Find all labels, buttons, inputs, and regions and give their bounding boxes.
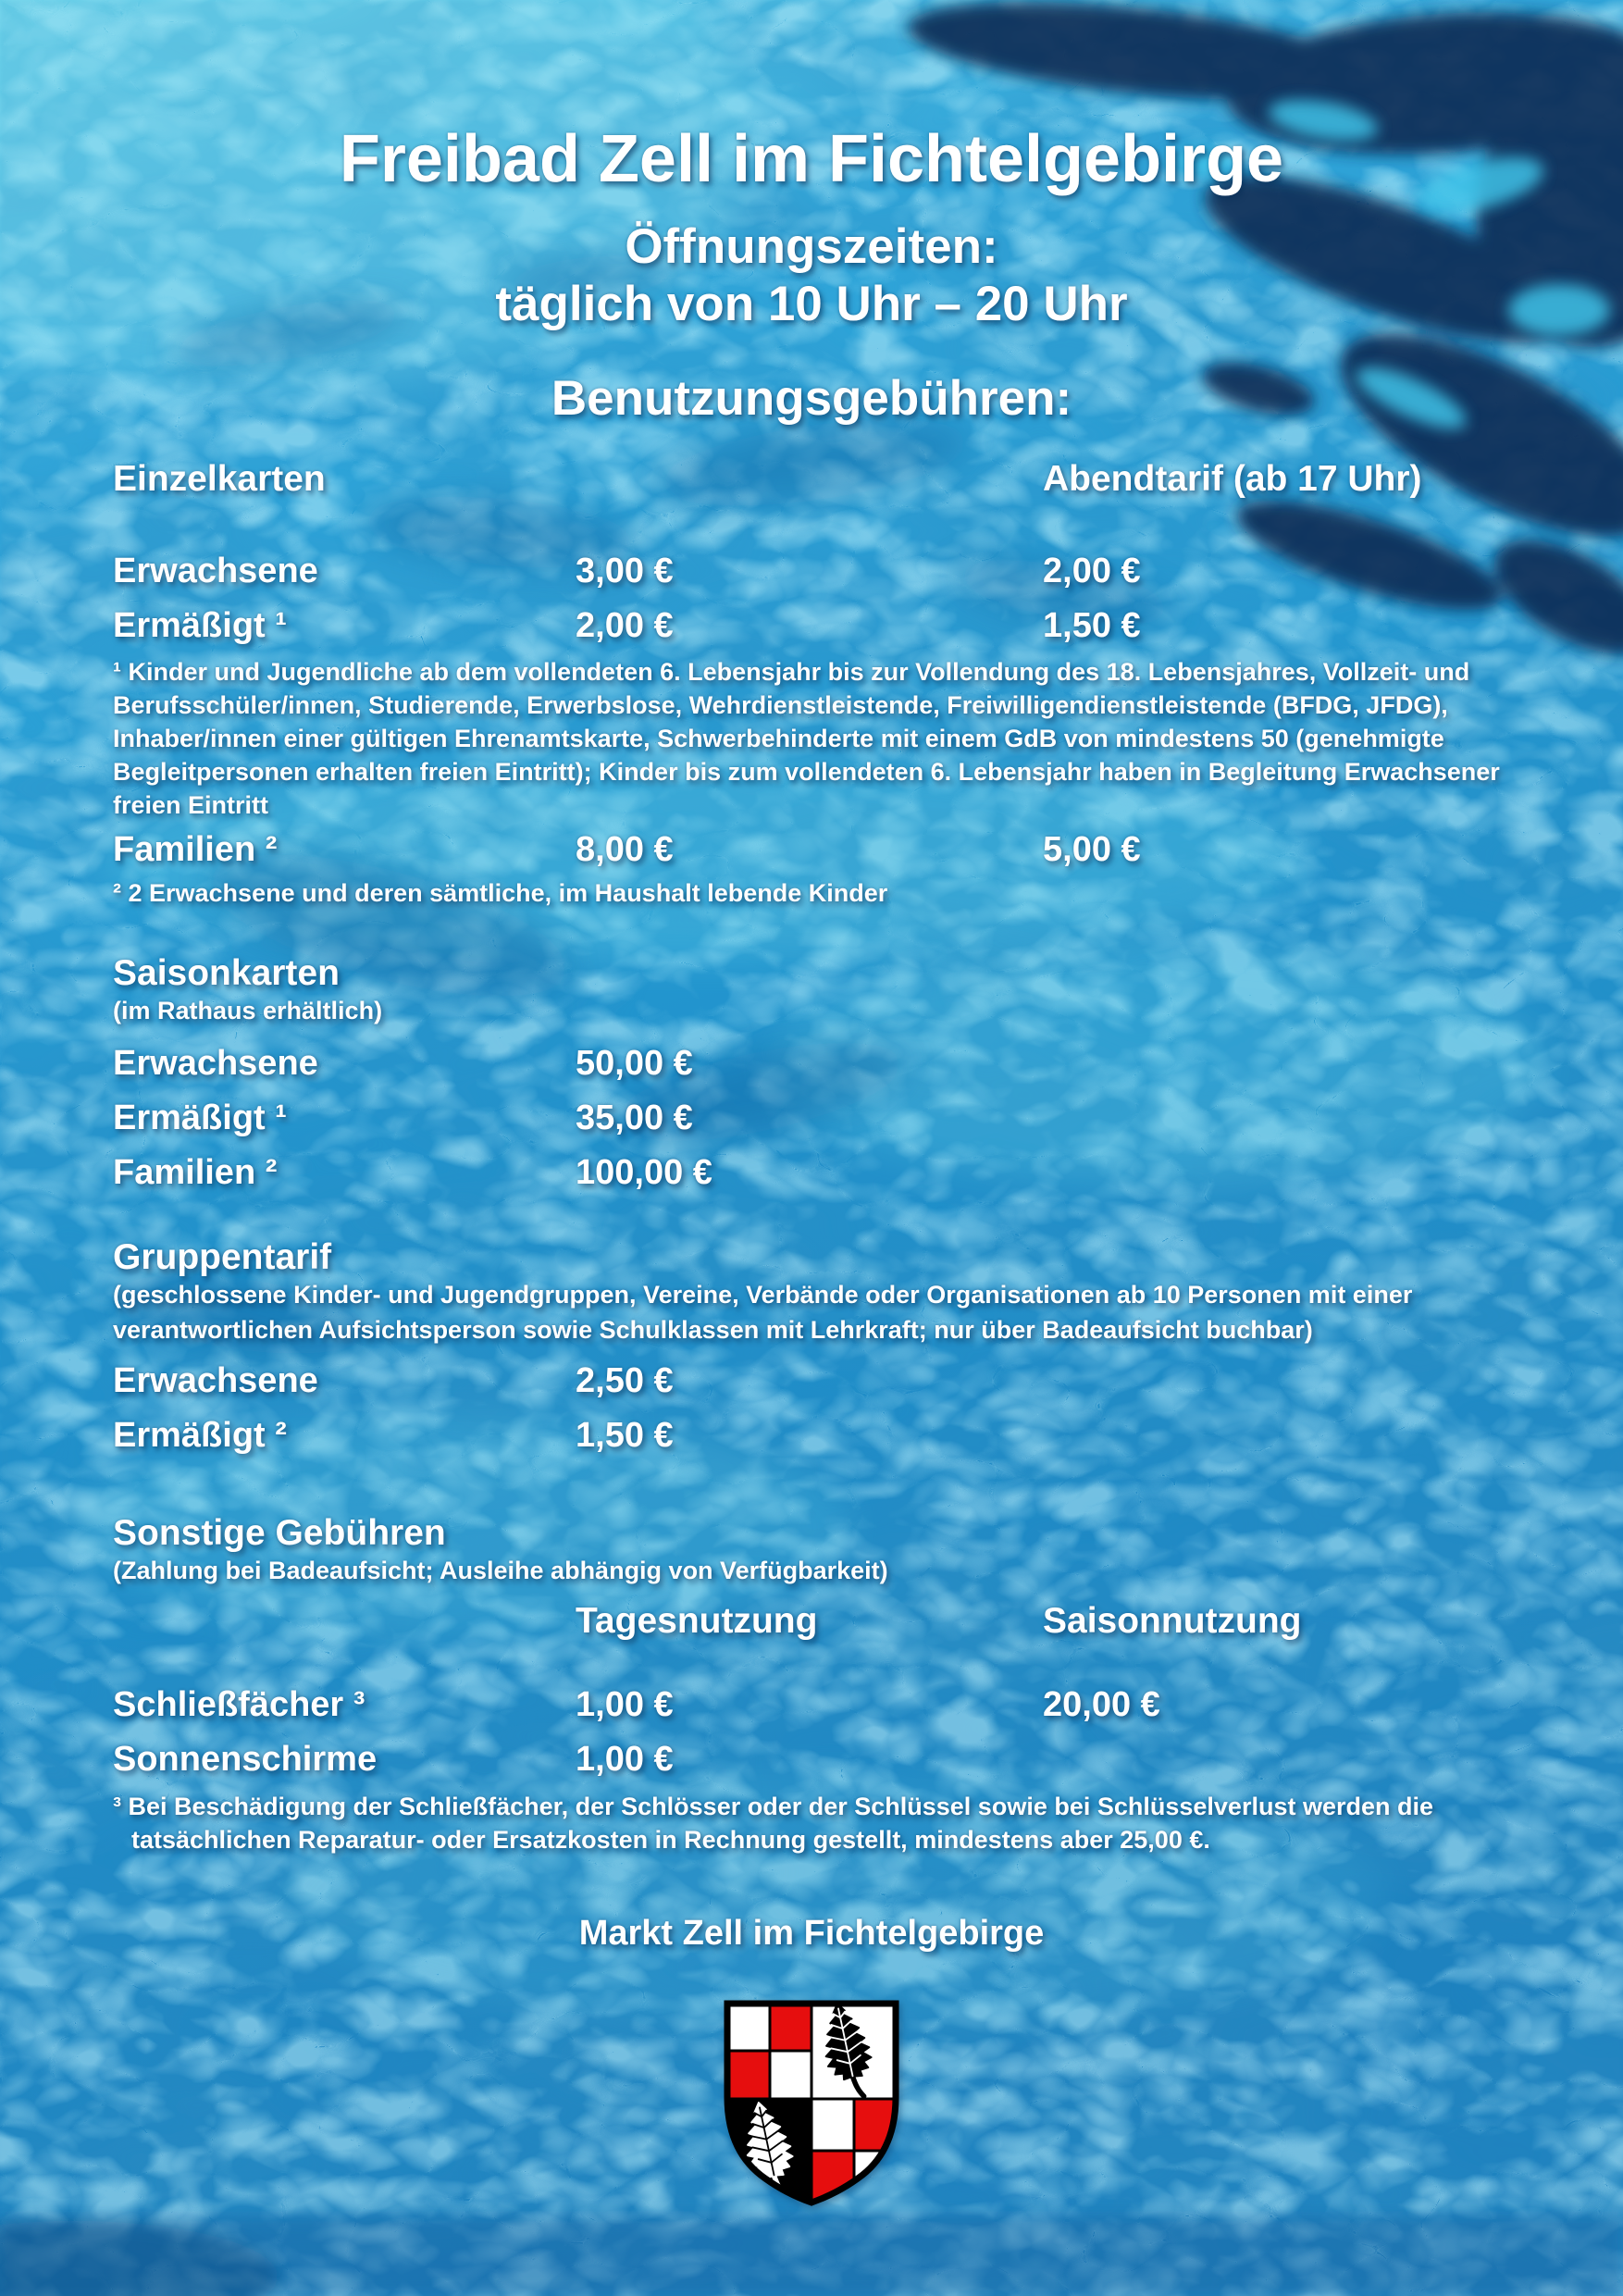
- fee-row-parasols: [0, 1737, 1623, 1792]
- fee-row-season-adults: [0, 1041, 1623, 1096]
- fee-price-season: 20,00 €: [1043, 1685, 1160, 1724]
- fee-label: Ermäßigt ¹: [113, 606, 287, 645]
- fee-row-lockers: [0, 1682, 1623, 1737]
- season-tickets-subheading: (im Rathaus erhältlich): [113, 997, 383, 1024]
- season-tickets-header-row: [0, 954, 1623, 993]
- season-tickets-heading: Saisonkarten: [113, 953, 340, 993]
- group-rate-header-row: [0, 1238, 1623, 1277]
- fee-row-season-family: [0, 1150, 1623, 1205]
- page-title: Freibad Zell im Fichtelgebirge: [339, 122, 1284, 196]
- fee-label: Ermäßigt ¹: [113, 1098, 287, 1137]
- footnote-family-definition: ² 2 Erwachsene und deren sämtliche, im Haushalt lebende Kinder: [113, 879, 888, 907]
- fee-label: Erwachsene: [113, 552, 318, 590]
- group-rate-heading: Gruppentarif: [113, 1237, 332, 1277]
- fee-row-single-family: [0, 827, 1623, 882]
- fee-label: Ermäßigt ²: [113, 1416, 287, 1455]
- fee-label: Sonnenschirme: [113, 1740, 378, 1779]
- column-header-day-use: Tagesnutzung: [576, 1601, 818, 1641]
- fee-price: 50,00 €: [576, 1044, 693, 1083]
- fee-price-evening: 1,50 €: [1043, 606, 1141, 645]
- fee-row-group-reduced: [0, 1413, 1623, 1468]
- municipality-name: Markt Zell im Fichtelgebirge: [578, 1914, 1045, 1953]
- other-fees-subheading: (Zahlung bei Badeaufsicht; Ausleihe abhängig von Verfügbarkeit): [113, 1557, 888, 1584]
- fee-row-single-reduced: [0, 603, 1623, 658]
- opening-hours-times: täglich von 10 Uhr – 20 Uhr: [495, 277, 1128, 331]
- single-tickets-heading: Einzelkarten: [113, 459, 326, 499]
- fee-price: 100,00 €: [576, 1153, 712, 1192]
- fee-price: 2,50 €: [576, 1361, 674, 1400]
- fee-price-day: 2,00 €: [576, 606, 674, 645]
- fee-price-day: 8,00 €: [576, 830, 674, 869]
- fee-label: Schließfächer ³: [113, 1685, 365, 1724]
- footnote-reduced-eligibility: ¹ Kinder und Jugendliche ab dem vollendeten 6. Lebensjahr bis zur Vollendung des 18. Lebensjahres, Vollzeit- und Berufsschüler/innen, Studierende, Erwerbslose, Wehrdienstleistende, Freiwilligendienstleistende (BFDG, JFDG), Inhaber/innen einer gültigen Ehrenamtskarte, Schwerbehinderte mit einem GdB von mindestens 50 (genehmigte Begleitpersonen erhalten freien Eintritt); Kinder bis zum vollendeten 6. Lebensjahr haben in Begleitung Erwachsener freien Eintritt: [113, 658, 1500, 819]
- fee-label: Familien ²: [113, 1153, 278, 1192]
- column-header-season-use: Saisonnutzung: [1043, 1601, 1302, 1641]
- fee-price-day: 1,00 €: [576, 1685, 674, 1724]
- fee-price-evening: 2,00 €: [1043, 552, 1141, 590]
- opening-hours-heading: Öffnungszeiten:: [625, 219, 998, 274]
- fee-price-evening: 5,00 €: [1043, 830, 1141, 869]
- fee-row-single-adults: [0, 549, 1623, 603]
- fee-price: 1,50 €: [576, 1416, 674, 1455]
- single-tickets-header-row: [0, 457, 1623, 512]
- fee-label: Familien ²: [113, 830, 278, 869]
- fee-row-group-adults: [0, 1359, 1623, 1413]
- fee-price-day: 3,00 €: [576, 552, 674, 590]
- fee-price: 35,00 €: [576, 1098, 693, 1137]
- group-rate-subheading: (geschlossene Kinder- und Jugendgruppen, Vereine, Verbände oder Organisationen ab 10 Personen mit einer verantwortlichen Aufsichtsperson sowie Schulklassen mit Lehrkraft; nur über Badeaufsicht buchbar): [113, 1281, 1413, 1344]
- evening-rate-heading: Abendtarif (ab 17 Uhr): [1043, 459, 1422, 499]
- fee-row-season-reduced: [0, 1096, 1623, 1150]
- footnote-locker-damage: ³ Bei Beschädigung der Schließfächer, der Schlösser oder der Schlüssel sowie bei Schlüsselverlust werden die tatsächlichen Reparatur- oder Ersatzkosten in Rechnung gestellt, mindestens aber 25,00 €.: [113, 1793, 1433, 1854]
- fee-label: Erwachsene: [113, 1044, 318, 1083]
- other-fees-heading: Sonstige Gebühren: [113, 1513, 446, 1553]
- fee-label: Erwachsene: [113, 1361, 318, 1400]
- other-fees-columns-row: [0, 1599, 1623, 1654]
- fees-heading: Benutzungsgebühren:: [551, 371, 1072, 426]
- other-fees-header-row: [0, 1514, 1623, 1553]
- coat-of-arms-zell-im-fichtelgebirge: [718, 1995, 905, 2210]
- fee-price-day: 1,00 €: [576, 1740, 674, 1779]
